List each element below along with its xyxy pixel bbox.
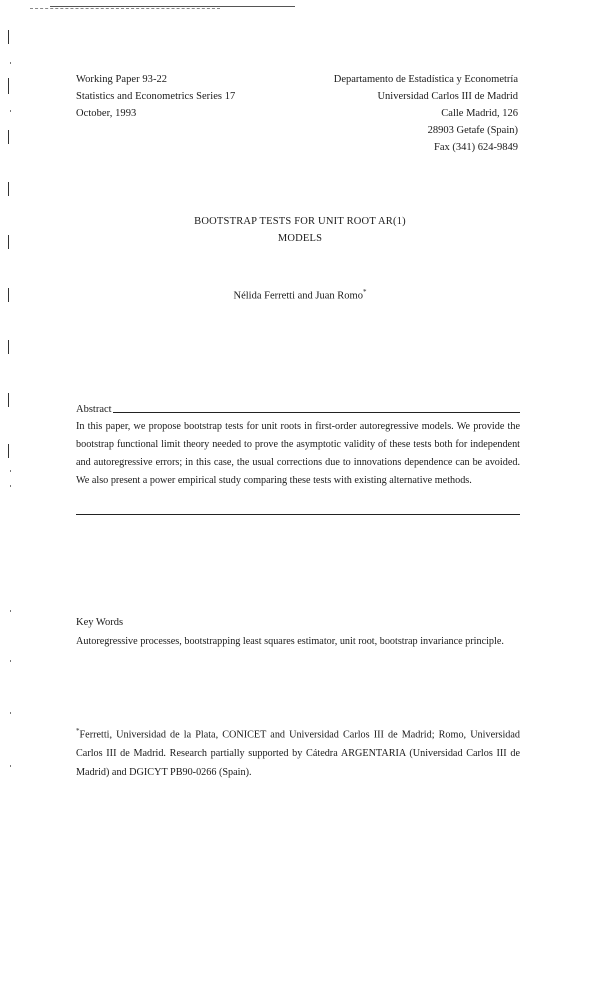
margin-dot	[10, 660, 11, 662]
margin-mark	[8, 78, 9, 94]
postal-city: 28903 Getafe (Spain)	[427, 125, 518, 136]
title-line-1: BOOTSTRAP TESTS FOR UNIT ROOT AR(1)	[194, 216, 406, 227]
margin-mark	[8, 130, 9, 144]
abstract-label: Abstract	[76, 404, 112, 415]
scan-artifact-line	[50, 6, 295, 7]
footnote-marker: *	[76, 727, 80, 735]
margin-dot	[10, 610, 11, 612]
title-line-2: MODELS	[277, 233, 323, 244]
abstract-bottom-rule	[76, 514, 520, 515]
margin-mark	[8, 393, 9, 407]
keywords-text: Autoregressive processes, bootstrapping least squares estimator, unit root, bootstrap invariance principle.	[76, 636, 504, 647]
margin-mark	[8, 30, 9, 44]
university-name: Universidad Carlos III de Madrid	[377, 91, 518, 102]
margin-dot	[10, 765, 11, 767]
paper-series-info	[76, 71, 235, 122]
scan-artifact-dash	[30, 8, 220, 9]
author-footnote	[76, 722, 520, 782]
author-footnote-marker: *	[362, 288, 367, 296]
department-name: Departamento de Estadística y Econometría	[333, 74, 518, 85]
keywords-label: Key Words	[76, 617, 124, 628]
fax-number: Fax (341) 624-9849	[434, 142, 518, 153]
publication-date: October, 1993	[76, 108, 137, 119]
margin-mark	[8, 444, 9, 458]
department-address	[334, 71, 518, 156]
abstract-top-rule	[113, 412, 520, 413]
street-address: Calle Madrid, 126	[441, 108, 518, 119]
margin-dot	[10, 470, 11, 472]
margin-dot	[10, 110, 11, 112]
author-names: Nélida Ferretti and Juan Romo	[233, 290, 363, 302]
margin-mark	[8, 340, 9, 354]
footnote-text: Ferretti, Universidad de la Plata, CONICET and Universidad Carlos III de Madrid; Romo, Universidad Carlos III de Madrid. Research partially supported by Cátedra ARGENTARIA (Universidad Carlos III de Madrid) and DGICYT PB90-0266 (Spain).	[76, 729, 520, 779]
abstract-text: In this paper, we propose bootstrap tests for unit roots in first-order autoregressive models. We provide the bootstrap functional limit theory needed to prove the asymptotic validity of these tests both for independent and autoregressive errors; in this case, the usual corrections due to innovations dependence can be avoided. We also present a power empirical study comparing these tests with existing alternative methods.	[76, 421, 520, 486]
series-name: Statistics and Econometrics Series 17	[76, 91, 236, 102]
authors	[0, 288, 600, 302]
abstract-heading	[76, 404, 520, 415]
margin-dot	[10, 712, 11, 714]
margin-dot	[10, 485, 11, 487]
margin-dot	[10, 62, 11, 64]
margin-mark	[8, 182, 9, 196]
working-paper-number: Working Paper 93-22	[76, 74, 168, 85]
paper-title	[0, 213, 600, 247]
